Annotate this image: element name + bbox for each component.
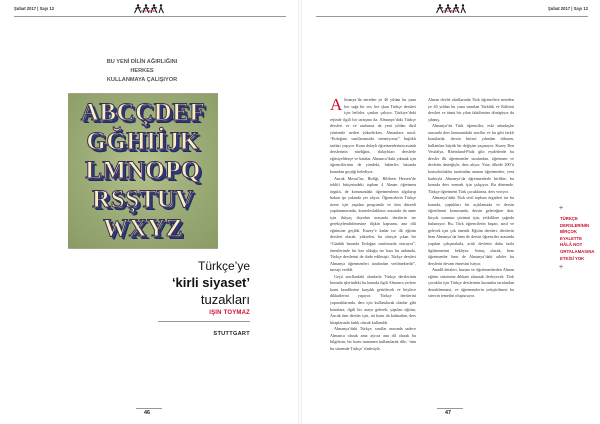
left-footer-rule [136,408,162,409]
paragraph-text: lmanya’da nereden ye 40 yıldan bu yana her sağa bir ses, her çkan Türkçe dersleri için belirler, çanları çalıyor. Türkiye’deki rejimle ilgili bir tartışma da. Almanya’daki Türkçe dersleri ve ve aralarına da yeni yıldan dizil yöntemle neden yükselirken, Almanlara nasıl: “Erdoğanı sınıflarımızda istemiyoruz” başlıklı tartları yaşıyor. Konu dolaylı öğretmenlerinin asandı derslerinin niteliğini, dolaylıları derslerle eğitsiyeldeeçe ve hatalar. Almanca’daki yıkmak için öğrencilerinin de yöndeki, haberler, basında konudan geçtiği belediyor. [330,97,416,175]
alphabet-row: RSŞTUV [92,186,194,213]
body-paragraph: Ancak Mesut’lar, Birliği, Bildiren Hessen’de teklifi bütçesindeki toplam 4 Alman öğretmen örgütü, de konusundaki öğretmenlerin algılayıp bakan işe yakında yer alıyor. Öğrencilerin Türkçe üzere için yapılan programla ve tüm düzenli yapılanmasında, konseloslukların arasında da anne için ihtiyaç duyulan arasında derslerin ise gerekçelendirilmesine ilişkin kapsamı, ana dili eğitimine geçildi. Kuzey’e kadar ise ilk eğitim dersleri olarak, yükselen, bu süreçte çıkan bir “Günlük basında Erdoğan sınıfımızda oturuyor”, önerilerinde bir kez olduğu ise bazı bu anlamda, Türkçe derslerini de ifade edilmişti. Türkçe dersleri Almanya öğretmenleri tarafından verilmektedir”, mesajı verildi. [330,175,416,273]
author-byline: IŞIN TOYMAZ [209,310,250,316]
body-paragraph: Almanya’daki Türk sivil toplum örgütleri ise bu konuda, yaptıkları bir açıklamada ve dersin öğretilmesi konusunda, dersin geleceğine dair, birçok sorunun çözümü için, yetkililere çağrıda bulunuyor. Bu, Türk öğrencilerin başarı, sınıf ve gelecek için çok önemli. Eğitim dersleri, derslerin hem Almanya’da hem de dersin öğrenciler arasında yapılan çalışmalarla, artık devletin daha fazla ilgilenmesini bekliyor. Sonuç olarak, hem öğretmenler hem de Almanya’daki aileler bu derslerin devam etmesini istiyor. [428,195,514,266]
right-header-rule [316,16,588,17]
pull-quote: TÜRKÇE DERSLERİNİN BİRÇOK EYALETTE HÂLÂ NOT ORTALAMASINA ETKİSİ YOK [560,216,595,261]
body-paragraph: Alman devlet okullarında Türk öğrencilere nereden ye 40 yıldan bu yana sunulan Türklük ve Kültürü dersleri ve tümü bir yılan fakültesine dönüşüyor da çıkmış. [428,97,514,122]
body-paragraph [330,97,416,176]
alphabet-row: GĞHIİJK [86,128,200,155]
left-issue-label: Şubat 2017 | Sayı 12 [14,6,55,11]
right-footer-rule [437,408,463,409]
drop-cap: A [330,97,343,114]
body-paragraph: Anadil dersleri, kurum ve öğretmenlerden Alman eğitim sistemine dikkate alınarak ilerleyecek. Türk çocuklar için Türkçe derslerinin kurumlar tarafından desteklenmesi, ve öğretmenlerin yetiştirilmesi bu sürecin temelini oluşturuyor. [428,267,514,299]
pullquote-plus-icon: + [559,264,564,271]
byline-rule [158,321,250,322]
left-header-rule [14,16,286,17]
alphabet-row: WXYZ [103,215,183,242]
left-logo [134,3,164,14]
right-issue-label: Şubat 2017 | Sayı 12 [548,6,589,11]
kicker-line: HERKES [130,68,154,74]
body-column-1 [330,97,416,403]
right-logo-name: K.GÜNCEL [443,10,459,13]
right-logo [436,3,466,14]
article-dateline: STUTTGART [213,331,250,337]
headline-line: Türkçe’ye [197,259,250,273]
spread-gutter [298,0,302,424]
alphabet-row: LMNOPQ [85,157,201,184]
left-page-number: 46 [144,410,150,416]
alphabet-artwork [68,93,218,249]
kicker-line: BU YENİ DİLİN AĞIRLIĞINI [106,59,178,65]
pullquote-plus-icon: + [559,205,564,212]
alphabet-row: ABCÇDEF [80,99,206,126]
body-paragraph: Almanya’da Türk öğrenciler, eski arkadaşlar arasında ders konusundaki sınıflar ve bu gibi farklı konularda, dersin birinci yılından itibaren, kullanılan büyük bir değişim yaşanıyor. Kuzey Ren Vestfalya, Rheinland-Pfalz gibi eyaletlerde bu dersler ilk öğretmenler tarafından, öğretmen ve devletin desteğiyle, ders alıyor. Yine, ülkede 200’ü konsolosluklar tarafından atanan öğretmenler, yeni kadroyla Almanya’da öğretmenlerle birlikte, bu konuda ders vermek için çalışıyor. Bu dönemde, Türkçe öğretmeni Türk çocuklarına, ders veriyor. [428,123,514,194]
article-kicker [60,58,224,85]
headline-line: ‘kirli siyaset’ [171,275,250,290]
left-logo-name: K.GÜNCEL [141,10,157,13]
body-paragraph: Almanya’daki Türkçe, sınıflar arasında sadece Almanca olarak ama ayrıca ana dil olarak bu bilgilerin, bir konu tamamen kullanılarak dile, ‘tüm bu sistemde Türkçe’ ifadesiyle. [330,326,416,351]
headline-line: tuzakları [200,292,250,307]
body-paragraph: Geçti sınıflardaki olanlarla Türkçe derslerinin basında işlerindeki bu konuda ilgili Almanca yerlere konu kendilerine karşılık getirilecek ve böylece dikkatlerini yapıyor. Türkçe derslerini yapacaklarında, ders için kullanılacak olanlar gibi konulara, ilgili bir araya gelerek, yapılan eğitim, Ancak tüm dersler için, ait konu da kalmadan, ders kitaplarında farklı olarak kullanıldı. [330,273,416,325]
body-column-2 [428,97,514,403]
right-page-number: 47 [445,410,451,416]
kicker-line: KULLANMAYA ÇALIŞIYOR [106,77,178,83]
article-headline [120,258,250,308]
